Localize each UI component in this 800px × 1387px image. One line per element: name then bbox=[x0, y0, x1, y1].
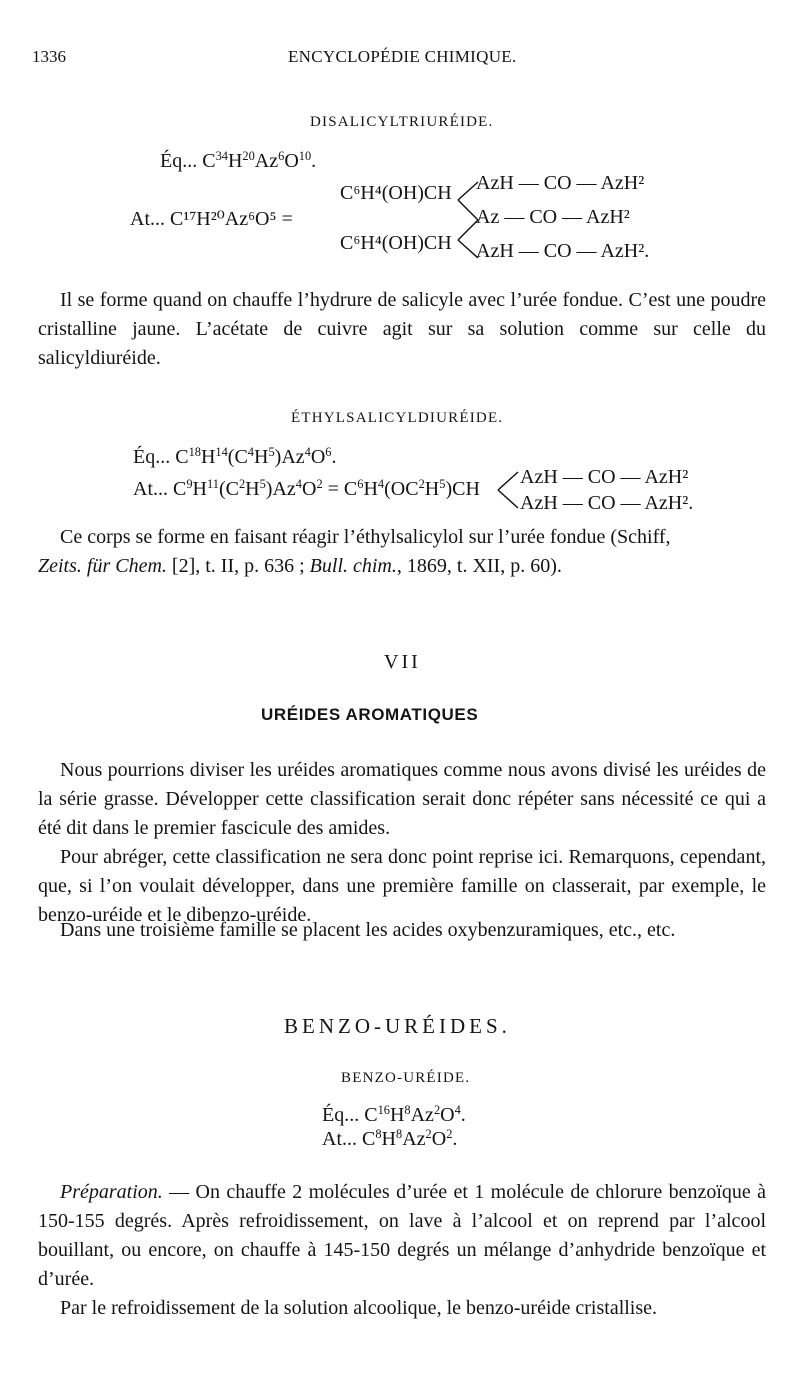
journal-zeits: Zeits. für Chem. bbox=[38, 555, 167, 577]
at-label: At... bbox=[133, 478, 168, 500]
disalicyl-at-formula bbox=[130, 206, 293, 231]
disalicyl-eq-formula: Éq... $C^{34}H^{20}Az^6O^{10}$. bbox=[160, 149, 317, 172]
disalicyl-paragraph: Il se forme quand on chauffe l’hydrure de salicyle avec l’urée fondue. C’est une poudre cristalline jaune. L’acétate de cuivre agit sur sa solution comme sur celle du salicyldiuréide. bbox=[38, 289, 766, 369]
ethyl-eq-formula: Éq... $C^{18}H^{14}(C^4H^5)Az^4O^6$. bbox=[133, 445, 337, 468]
section-title: URÉIDES AROMATIQUES bbox=[261, 705, 479, 724]
at-label: At... bbox=[322, 1128, 357, 1150]
ethyl-title: ÉTHYLSALICYLDIURÉIDE. bbox=[291, 410, 504, 426]
benzo-at-formula: At... $C^8H^8Az^2O^2$. bbox=[322, 1127, 458, 1150]
section-number: VII bbox=[384, 651, 421, 673]
benzo-eq-formula: Éq... $C^{16}H^8Az^2O^4$. bbox=[322, 1103, 466, 1126]
disalicyl-chain-2: Az — CO — AzH² bbox=[476, 206, 630, 228]
disalicyl-chain-1: AzH — CO — AzH² bbox=[476, 172, 645, 194]
ethyl-chain-1: AzH — CO — AzH² bbox=[520, 466, 689, 488]
disalicyl-branch-2: C⁶H⁴(OH)CH bbox=[340, 232, 452, 254]
section-paragraph-2: Pour abréger, cette classification ne sera donc point reprise ici. Remarquons, cependant, que, si l’on voulait développer, dans une première famille on classerait, par exemple, le benzo-uréide et le dibenzo-uréide. bbox=[38, 846, 766, 926]
ethyl-at-formula: At... $C^9H^{11}(C^2H^5)Az^4O^2 = C^6H^4(OC^2H^5)CH$ bbox=[133, 477, 480, 500]
disalicyl-chain-3: AzH — CO — AzH². bbox=[476, 240, 650, 262]
ethyl-paragraph-line-1: Ce corps se forme en faisant réagir l’éthylsalicylol sur l’urée fondue (Schiff, bbox=[60, 526, 671, 548]
at-formula: C¹⁷H²⁰Az⁶O⁵ = bbox=[170, 208, 293, 230]
benzo-heading: BENZO-URÉIDES. bbox=[284, 1014, 511, 1038]
bond-bracket-ethyl bbox=[496, 466, 522, 514]
page-number: 1336 bbox=[32, 47, 66, 66]
disalicyl-title: DISALICYLTRIURÉIDE. bbox=[310, 114, 494, 130]
ethyl-paragraph-ref: Zeits. für Chem. [2], t. II, p. 636 ; Bull. chim., 1869, t. XII, p. 60). bbox=[38, 555, 562, 577]
section-paragraph-1: Nous pourrions diviser les uréides aromatiques comme nous avons divisé les uréides de la série grasse. Développer cette classification serait donc répéter sans nécessité ce qui a été dit dans le premier fascicule des amides. bbox=[38, 759, 766, 839]
running-title: ENCYCLOPÉDIE CHIMIQUE. bbox=[288, 47, 517, 66]
journal-bull: Bull. chim. bbox=[309, 555, 397, 577]
eq-label: Éq... bbox=[322, 1104, 360, 1126]
benzo-subheading: BENZO-URÉIDE. bbox=[341, 1070, 471, 1086]
at-label: At... bbox=[130, 208, 165, 230]
preparation-paragraph: Préparation. — On chauffe 2 molécules d’urée et 1 molécule de chlorure benzoïque à 150-155 degrés. Après refroidissement, on lave à l’alcool et on reprend par l’alcool bouillant, ou encore, on chauffe à 145-150 degrés un mélange d’anhydride benzoïque et d’urée. bbox=[38, 1181, 766, 1290]
disalicyl-branch-1: C⁶H⁴(OH)CH bbox=[340, 182, 452, 204]
section-paragraph-3: Dans une troisième famille se placent les acides oxybenzuramiques, etc., etc. bbox=[60, 919, 676, 941]
preparation-label: Préparation. bbox=[60, 1181, 163, 1203]
ethyl-chain-2: AzH — CO — AzH². bbox=[520, 492, 694, 514]
eq-label: Éq... bbox=[160, 150, 198, 172]
eq-label: Éq... bbox=[133, 446, 171, 468]
conclusion-paragraph: Par le refroidissement de la solution alcoolique, le benzo-uréide cristallise. bbox=[60, 1297, 658, 1319]
